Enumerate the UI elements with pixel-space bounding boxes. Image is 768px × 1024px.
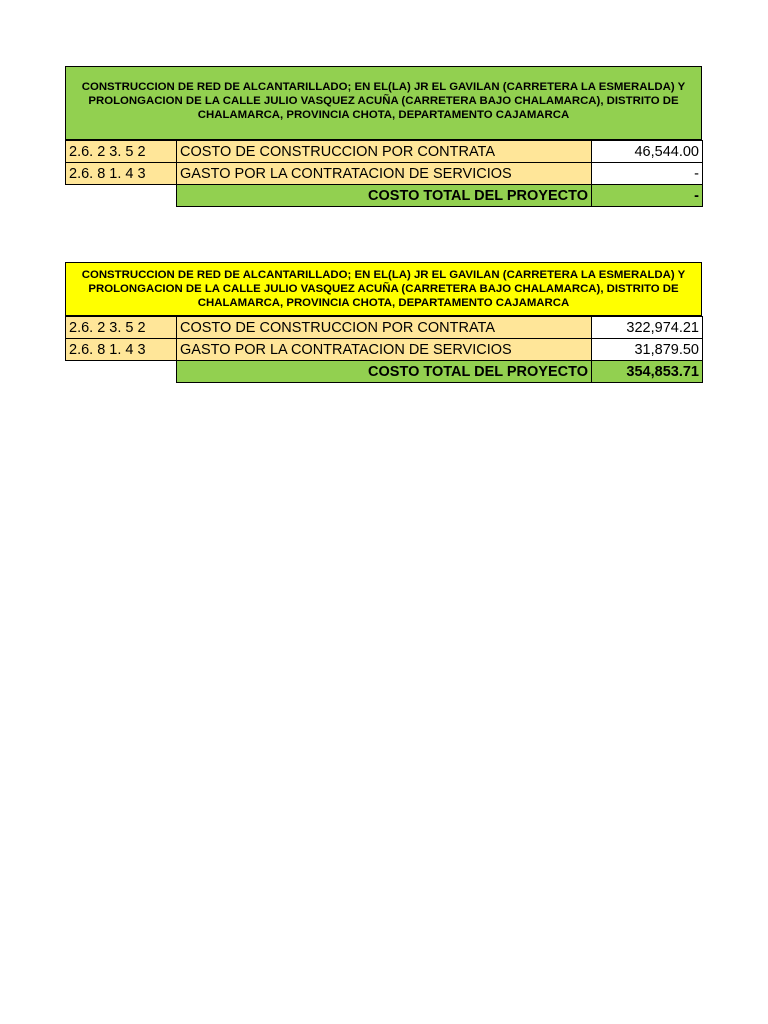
budget-block-2 [65, 262, 702, 383]
row-amount: 31,879.50 [592, 339, 703, 361]
table-row [66, 163, 703, 185]
row-amount: 322,974.21 [592, 317, 703, 339]
total-row [66, 361, 703, 383]
total-value: 354,853.71 [592, 361, 703, 383]
row-description: GASTO POR LA CONTRATACION DE SERVICIOS [177, 163, 592, 185]
blank-cell [66, 185, 177, 207]
table-row [66, 339, 703, 361]
row-amount: - [592, 163, 703, 185]
total-row [66, 185, 703, 207]
total-label: COSTO TOTAL DEL PROYECTO [177, 185, 592, 207]
row-code: 2.6. 8 1. 4 3 [66, 339, 177, 361]
project-title-2: CONSTRUCCION DE RED DE ALCANTARILLADO; EN EL(LA) JR EL GAVILAN (CARRETERA LA ESMERALDA) Y PROLONGACION DE LA CALLE JULIO VASQUEZ ACUÑA (CARRETERA BAJO CHALAMARCA), DISTRITO DE CHALAMARCA, PROVINCIA CHOTA, DEPARTAMENTO CAJAMARCA [65, 262, 702, 316]
row-description: COSTO DE CONSTRUCCION POR CONTRATA [177, 141, 592, 163]
row-description: COSTO DE CONSTRUCCION POR CONTRATA [177, 317, 592, 339]
blank-cell [66, 361, 177, 383]
row-amount: 46,544.00 [592, 141, 703, 163]
table-row [66, 317, 703, 339]
budget-table-2 [65, 316, 703, 383]
row-code: 2.6. 2 3. 5 2 [66, 141, 177, 163]
total-value: - [592, 185, 703, 207]
total-label: COSTO TOTAL DEL PROYECTO [177, 361, 592, 383]
row-description: GASTO POR LA CONTRATACION DE SERVICIOS [177, 339, 592, 361]
budget-table-1 [65, 140, 703, 207]
row-code: 2.6. 8 1. 4 3 [66, 163, 177, 185]
row-code: 2.6. 2 3. 5 2 [66, 317, 177, 339]
table-row [66, 141, 703, 163]
budget-block-1 [65, 66, 702, 207]
project-title-1: CONSTRUCCION DE RED DE ALCANTARILLADO; EN EL(LA) JR EL GAVILAN (CARRETERA LA ESMERALDA) Y PROLONGACION DE LA CALLE JULIO VASQUEZ ACUÑA (CARRETERA BAJO CHALAMARCA), DISTRITO DE CHALAMARCA, PROVINCIA CHOTA, DEPARTAMENTO CAJAMARCA [65, 66, 702, 140]
